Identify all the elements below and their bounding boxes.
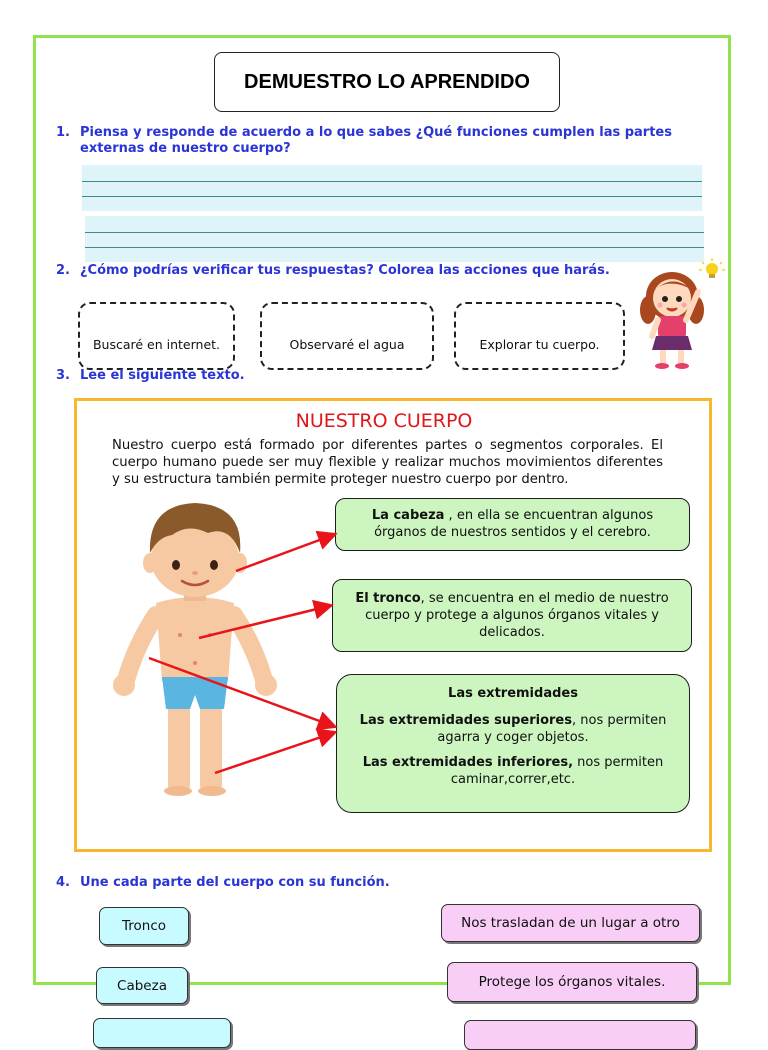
question-text: Une cada parte del cuerpo con su función. xyxy=(80,875,390,890)
match-right-next[interactable] xyxy=(464,1020,696,1050)
page-title: DEMUESTRO LO APRENDIDO xyxy=(214,52,560,112)
arrow-trunk xyxy=(199,606,329,638)
arrow-head xyxy=(236,535,333,571)
trunk-label: El tronco xyxy=(355,591,421,606)
match-left-cabeza[interactable]: Cabeza xyxy=(96,967,188,1004)
question-text: Lee el siguiente texto. xyxy=(80,368,245,383)
upper-limbs-text: Las extremidades superiores, nos permiten agarra y coger objetos. xyxy=(359,713,667,745)
match-left-tronco[interactable]: Tronco xyxy=(99,907,189,945)
question-number: 3. xyxy=(56,368,70,383)
question-number: 4. xyxy=(56,875,70,890)
lower-limbs-text: Las extremidades inferiores, nos permiten caminar,correr,etc. xyxy=(362,755,664,787)
arrow-upper-limbs xyxy=(149,658,333,726)
head-text: , en ella se encuentran algunos órganos de nuestros sentidos y el cerebro. xyxy=(374,508,654,540)
trunk-text: , se encuentra en el medio de nuestro cuerpo y protege a algunos órganos vitales y delicados. xyxy=(365,591,669,640)
question-text: Piensa y responde de acuerdo a lo que sabes ¿Qué funciones cumplen las partes xyxy=(80,125,672,140)
question-text: ¿Cómo podrías verificar tus respuestas? Colorea las acciones que harás. xyxy=(80,263,610,278)
match-right-protege[interactable]: Protege los órganos vitales. xyxy=(447,962,697,1002)
action-option-water[interactable]: Observaré el agua xyxy=(260,302,434,370)
match-left-next[interactable] xyxy=(93,1018,231,1048)
action-option-body[interactable]: Explorar tu cuerpo. xyxy=(454,302,625,370)
question-4 xyxy=(56,875,456,891)
head-label: La cabeza xyxy=(371,508,445,523)
arrow-lower-limbs xyxy=(215,733,333,773)
question-number: 2. xyxy=(56,263,70,278)
limbs-heading: Las extremidades xyxy=(448,686,578,701)
match-right-trasladan[interactable]: Nos trasladan de un lugar a otro xyxy=(441,904,700,942)
question-number: 1. xyxy=(56,125,70,140)
reading-title: NUESTRO CUERPO xyxy=(295,410,473,432)
reading-paragraph: Nuestro cuerpo está formado por diferentes partes o segmentos corporales. El cuerpo humano puede ser muy flexible y realizar muchos movimientos diferentes y su estructura también permite proteger nuestro cuerpo por dentro. xyxy=(112,438,663,487)
action-option-internet[interactable]: Buscaré en internet. xyxy=(78,302,235,370)
question-text-cont: externas de nuestro cuerpo? xyxy=(80,141,291,156)
